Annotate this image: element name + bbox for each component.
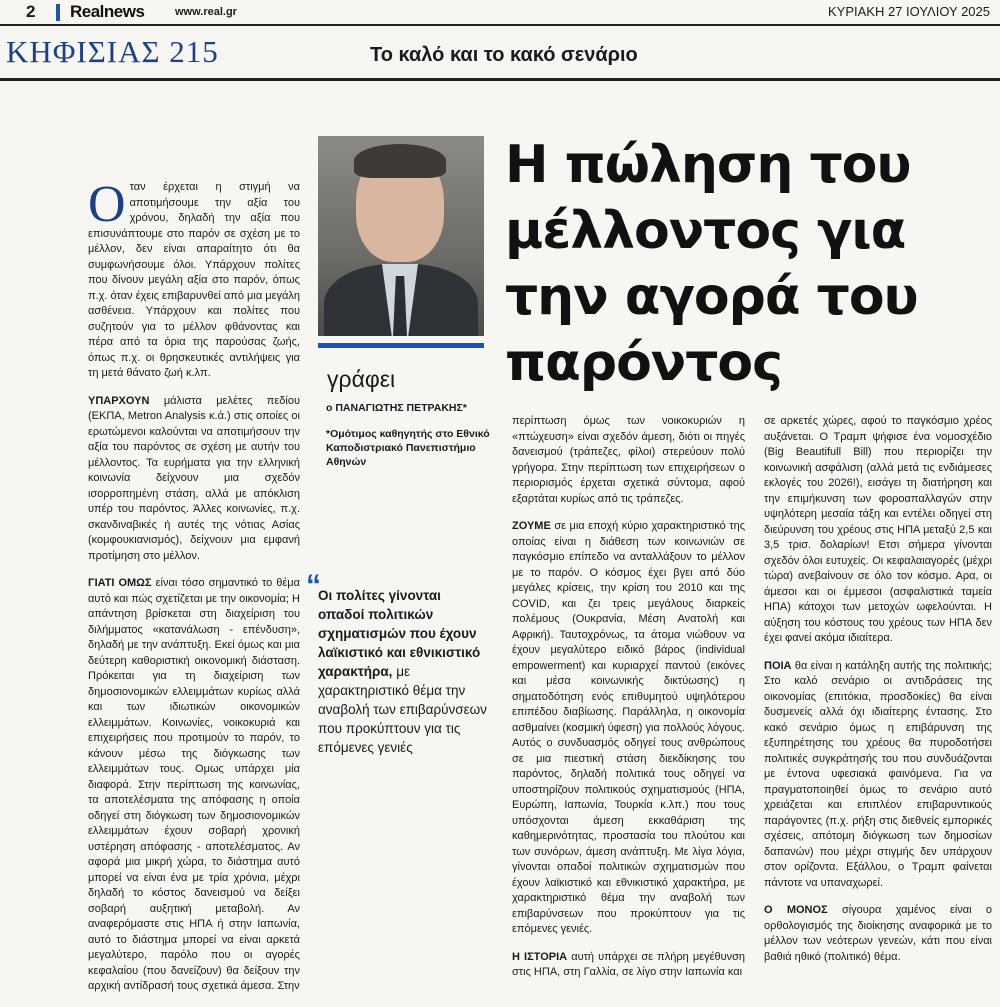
issue-date: ΚΥΡΙΑΚΗ 27 ΙΟΥΛΙΟΥ 2025 <box>827 4 990 19</box>
paragraph: Η ΙΣΤΟΡΙΑ αυτή υπάρχει σε πλήρη μεγέθυνση στις ΗΠΑ, στη Γαλλία, σε λίγο στην Ιαπωνία και <box>512 950 746 978</box>
paragraph: περίπτωση όμως των νοικοκυριών η «πτώχευση» είναι σχεδόν άμεση, διότι οι πηγές δανεισμού (τράπεζες, φίλοι) στερεύουν πολύ γρήγορα. Στην περίπτωση των επιχειρήσεων ο περιορισμός έρχεται σχετικά σύντομα, αφού εξαρτάται κυρίως από τις τράπεζες. <box>512 415 745 505</box>
article-column-3 <box>512 414 745 993</box>
pull-quote <box>306 569 490 757</box>
drop-cap: Ο <box>88 176 126 233</box>
paragraph: ΖΟΥΜΕ σε μια εποχή κύριο χαρακτηριστικό της οποίας είναι η διάθεση των κοινωνιών σε παγκόσμιο επίπεδο να ανταλλάξουν το μέλλον με το παρόν. Ο κόσμος έχει βγει από δύο μεγάλες κρίσεις, την κρίση του 2010 και της COVID, και ζει τρεις μεγάλους διαρκείς πολέμους (Ουκρανία, Μέση Ανατολή και Αφρική). Ταυτοχρόνως, τα άτομα νιώθουν να έχουν μεγαλύτερο ειδικό βάρος (individual empowerment) και κυριαρχεί παντού (εικόνες και μέσα κοινωνικής δικτύωσης) η σηματοδότηση ενός επιθυμητού υψηλότερου επιπέδου διαβίωσης. Παράλληλα, η οικονομία ασθμαίνει (κοσμική ύφεση) για πολλούς λόγους. Αυτός ο συνδυασμός οδηγεί τους ανθρώπους σε μια πιεστική στάση διεκδίκησης του παρόντος, δηλαδή πολιτικά τους οδηγεί να υποστηρίζουν πολιτικούς σχηματισμούς (ΗΠΑ, Ευρώπη, Ιαπωνία, Τουρκία κ.λπ.) που τους υπόσχονται άμεση εκκαθάριση της καθημερινότητας, προστασία του πλούτου και των συνόρων, άμεση ανάπτυξη. Με λίγα λόγια, γίνονται οπαδοί πολιτικών σχηματισμών που έχουν λαϊκιστικό και εθνικιστικό χαρακτήρα, με χαρακτηριστικό θέμα την αναβολή των επιβαρύνσεων που προκύπτουν για τις επόμενες γενιές. <box>512 520 745 935</box>
article-column-4 <box>764 414 992 977</box>
paragraph: σε αρκετές χώρες, αφού το παγκόσμιο χρέος αυξάνεται. Ο Τραμπ ψήφισε ένα νομοσχέδιο (Big Beautifull Bill) που περιορίζει την κοινωνική ασφάλιση (αλλά μετά τις ενδιάμεσες εκλογές του 2026!), εισάγει τη διατήρηση και την επιμήκυνση των φοροαπαλλαγών στην υψηλότερη μεσαία τάξη και εντέλει οδηγεί στη διεύρυνση του χρέους στις ΗΠΑ μεταξύ 2,5 και 3,5 τρισ. δολαρίων! Ετσι σήμερα γίνονται σχεδόν όλοι ευτυχείς. Οι κεφαλαιαγορές (μέχρι τώρα) ανεβαίνουν σε όλο τον κόσμο. Αρα, οι άμεσοι και οι έμμεσοι (ασφαλιστικά ταμεία ΗΠΑ) κάτοχοι των μετοχών ωφελούνται. Η αύξηση του κόστους του χρέους των ΗΠΑ δεν έχει φανεί ακόμα ιδιαίτερα. <box>764 415 992 644</box>
paragraph: ΓΙΑΤΙ ΟΜΩΣ είναι τόσο σημαντικό το θέμα αυτό και πώς σχετίζεται με την οικονομία; Η απάντηση βρίσκεται στη διαχείριση του διλήμματος «κατανάλωση - επένδυση», δηλαδή με την ανάπτυξη. Εκεί όμως και μια δεύτερη καθοριστική οικονομική διάσταση. Πρόκειται για τη διαχείριση των δημοσιονομικών ελλειμμάτων κυρίως αλλά και των ιδιωτικών οικονομικών ελλειμμάτων. Κοινωνίες, νοικοκυριά και επιχειρήσεις που προτιμούν το παρόν, το κάνουν μέσω της διόγκωσης των ελλειμμάτων τους. Ομως υπάρχει μία διαφορά. Στην περίπτωση της κοινωνίας, τα αποτελέσματα της απόφασης η οποία οδηγεί στη διόγκωση των δημοσιονομικών ελλειμμάτων έχουν σοβαρή χρονική υστέρηση απόφασης - αποτελέσματος. Αν αφορά μια μικρή χώρα, το διάστημα αυτό μπορεί να είναι ένα με τρία χρόνια, μέχρι δηλαδή το κόστος δανεισμού να δείξει σοβαρή αυξητική μεταβολή. Αν αναφερόμαστε στις ΗΠΑ ή στην Ιαπωνία, αυτό το διάστημα μπορεί να είναι αρκετά μεγαλύτερο, παρόλο που οι αγορές κεφαλαίου (που δανείζουν) θα δείξουν την αρχική αντίδρασή τους σχετικά άμεσα. Στην <box>88 577 300 992</box>
author-name: ο ΠΑΝΑΓΙΩΤΗΣ ΠΕΤΡΑΚΗΣ* <box>326 402 467 414</box>
paragraph: Ο ΜΟΝΟΣ σίγουρα χαμένος είναι ο ορθολογισμός της διοίκησης αναφορικά με το μέλλον των νεότερων γενεών, κάτι που είναι βαθιά ηθικό (πολιτικό) θέμα. <box>764 904 993 963</box>
photo-accent-bar <box>318 343 484 348</box>
byline-label: γράφει <box>327 366 396 392</box>
photo-hair <box>354 144 446 178</box>
brand-logo: Realnews <box>70 2 145 21</box>
section-title: Το καλό και το κακό σενάριο <box>370 44 638 66</box>
top-rule <box>0 24 1000 26</box>
masthead-separator <box>56 4 60 21</box>
author-note: *Ομότιμος καθηγητής στο Εθνικό Καποδιστριακό Πανεπιστήμιο Αθηνών <box>326 428 490 468</box>
masthead <box>0 0 1000 26</box>
quote-open-icon: “ <box>306 569 321 602</box>
pull-quote-lead: Οι πολίτες γίνονται οπαδοί πολιτικών σχηματισμών που έχουν λαϊκιστικό και εθνικιστικό χαρακτήρα, <box>318 588 481 679</box>
section-rule <box>0 78 1000 81</box>
site-url: www.real.gr <box>175 6 237 18</box>
pull-quote-text: με χαρακτηριστικό θέμα την αναβολή των επιβαρύνσεων που προκύπτουν για τις επόμενες γενιές <box>318 664 487 755</box>
page-number: 2 <box>26 2 36 21</box>
paragraph: Οταν έρχεται η στιγμή να αποτιμήσουμε την αξία του χρόνου, δηλαδή την αξία που επισυνάπτουμε στο παρόν σε σχέση με το μέλλον, δεν είναι απαραίτητο ότι θα συμφωνήσουμε όλοι. Υπάρχουν πολίτες που δίνουν μεγάλη αξία στο παρόν, όπως π.χ. όταν έχεις επιβαρυνθεί από μια μεγάλη ασθένεια. Υπάρχουν και πολίτες που συζητούν για το μέλλον φθάνοντας και πέρα από τα όρια της παρούσας ζωής, όπως π.χ. οι θρησκευτικές αντιλήψεις για τη μετά θάνατο ζωή κ.λπ. <box>88 176 300 379</box>
paragraph: ΥΠΑΡΧΟΥΝ μάλιστα μελέτες πεδίου (ΕΚΠΑ, Metron Analysis κ.ά.) στις οποίες οι ερωτώμενοι καλούνται να αποτιμήσουν την αξία του παρόντος σε σχέση με αυτήν του μέλλοντος. Τα ευρήματα για την ελληνική κοινωνία δείχνουν μια σχεδόν ισορροπημένη στάση, αλλά με απόκλιση υπέρ του παρόντος. Άλλες κοινωνίες, π.χ. σκανδιναβικές ή αυτές της νότιας Ασίας (κομφουκιανισμός), δείχνουν μια εμφανή προτίμηση στο μέλλον. <box>88 394 301 562</box>
author-photo <box>318 136 484 336</box>
headline: Η πώληση του μέλλοντος για την αγορά του παρόντος <box>505 135 918 393</box>
paragraph: ΠΟΙΑ θα είναι η κατάληξη αυτής της πολιτικής; Στο καλό σενάριο οι αντιδράσεις της οικονομίας (επιτόκια, προσδοκίες) θα είναι δυσμενείς αλλά όχι ιδιαίτερης έντασης. Στο κακό σενάριο όμως η επιβάρυνση της εξυπηρέτησης του χρέους θα πυροδοτήσει πολιτικές συγκράτησής του που συνδυάζονται με έντονα υφεσιακά φαινόμενα. Για να πραγματοποιηθεί όμως το σενάριο αυτό χρειάζεται και επιπλέον επιβαρυντικούς παράγοντες (π.χ. ρήξη στις διεθνείς εμπορικές σχέσεις, απότομη διόγκωση των δημοσίων δαπανών) που μέχρι στιγμής δεν υπάρχουν στον ορίζοντα. Εξάλλου, ο Τραμπ φαίνεται πάντοτε να υπαναχωρεί. <box>764 659 992 889</box>
column-name: ΚΗΦΙΣΙΑΣ 215 <box>6 34 219 69</box>
article-column-1 <box>88 176 301 1007</box>
